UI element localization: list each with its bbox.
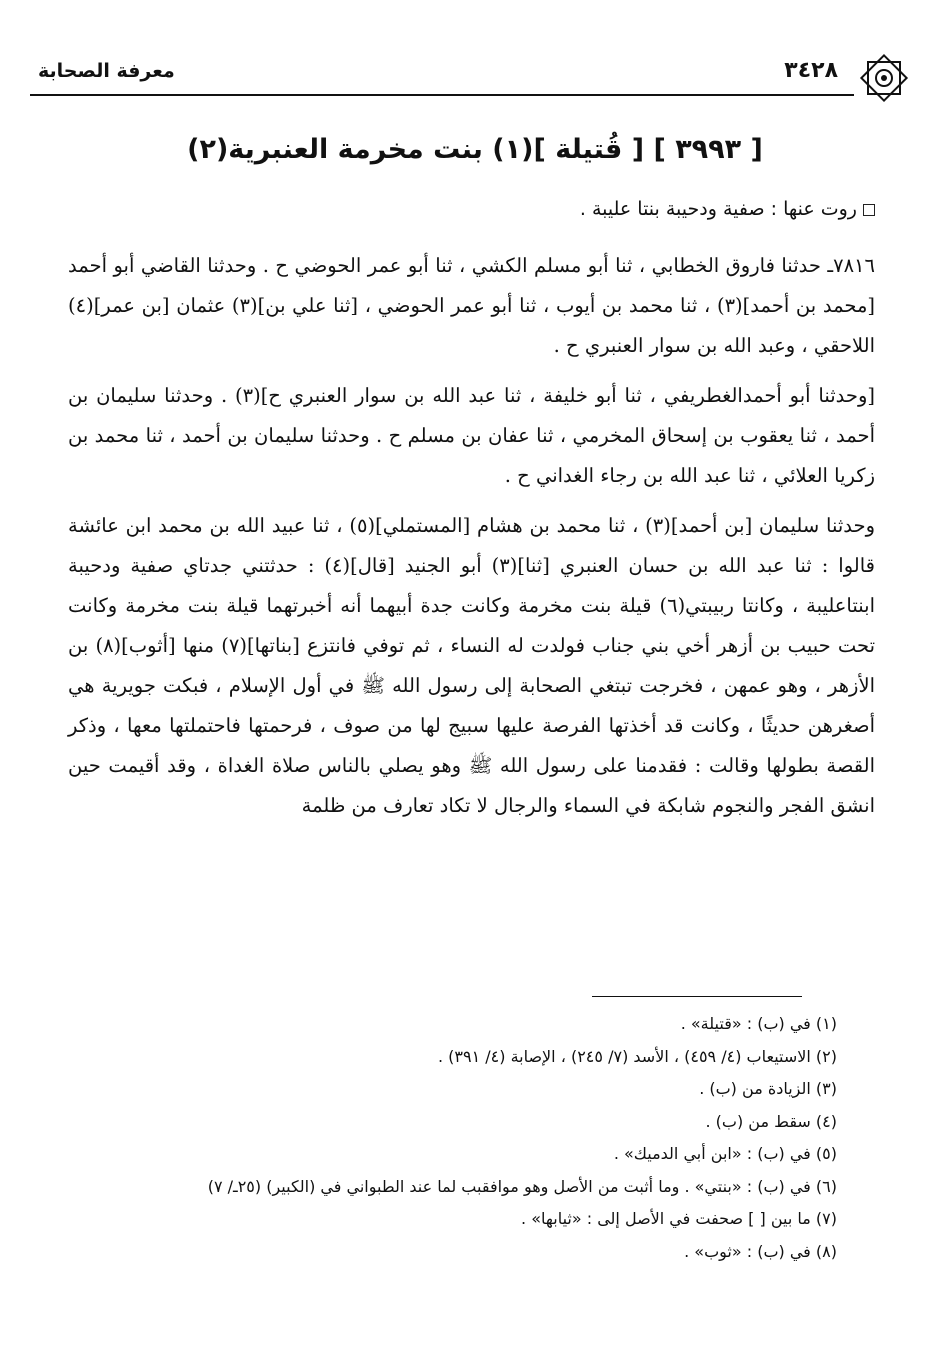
footnote: (٤) سقط من (ب) . [705,1111,837,1131]
footnotes [100,1008,837,1268]
footnote: (٣) الزيادة من (ب) . [699,1079,837,1098]
paragraph: [وحدثنا أبو أحمدالغطريفي ، ثنا أبو خليفة ، ثنا عبد الله بن سوار العنبري ح](٣) . وحدثنا سليمان بن أحمد ، ثنا يعقوب بن إسحاق المخرمي ، ثنا عفان بن مسلم ح . وحدثنا سليمان بن أحمد ، ثنا محمد بن زكريا العلائي ، ثنا عبد الله بن رجاء الغداني ح . [68,384,875,487]
footnote-separator [592,996,802,997]
footnote: (٧) ما بين [ ] صحفت في الأصل إلى : «ثيابها» . [521,1209,837,1228]
paragraph: وحدثنا سليمان [بن أحمد](٣) ، ثنا محمد بن هشام [المستملي](٥) ، ثنا عبيد الله بن محمد ابن عائشة قالوا : ثنا عبد الله بن حسان العنبري [ثنا](٣) أبو الجنيد [قال](٤) : حدثتني جدتاي صفية ودحيبة ابنتاعليبة ، وكانتا ربيبتي(٦) قيلة بنت مخرمة وكانت جدة أبيهما أنه أخبرتهما قيلة بنت مخرمة وكانت تحت حبيب بن أزهر أخي بني جناب فولدت له النساء ، ثم توفي فانتزع [بناتها](٧) منها [أثوب](٨) بن الأزهر ، وهو عمهن ، فخرجت تبتغي الصحابة إلى رسول الله ﷺ في أول الإسلام ، فبكت جويرية هي أصغرهن حديثًا ، وكانت قد أخذتها الفرصة عليها سبيج لها من صوف ، فرحمتها فاحتملتها معها ، وذكر القصة بطولها وقالت : فقدمنا على رسول الله ﷺ وهو يصلي بالناس صلاة الغداة ، وقد أقيمت حين انشق الفجر والنجوم شابكة في السماء والرجال لا تكاد تعارف من ظلمة [68,514,876,817]
body-text [68,246,875,836]
footnote: (٦) في (ب) : «بنتي» . وما أثبت من الأصل وهو موافقبب لما عند الطبواني في (الكبير) (٢٥ـ/ ٧) [207,1176,837,1196]
footnote: (٥) في (ب) : «ابن أبي الدميك» . [613,1144,837,1163]
running-title: معرفة الصحابة [38,60,175,82]
square-bullet-icon [863,204,875,216]
narrated-by-line [580,198,875,220]
page-header [30,50,920,100]
paragraph: ٧٨١٦ـ حدثنا فاروق الخطابي ، ثنا أبو مسلم الكشي ، ثنا أبو عمر الحوضي ح . وحدثنا القاضي أبو أحمد [محمد بن أحمد](٣) ، ثنا محمد بن أيوب ، ثنا أبو عمر الحوضي ، [ثنا علي بن](٣) عثمان [بن عمر](٤) اللاحقي ، وعبد الله بن سوار العنبري ح . [68,254,875,357]
footnote: (٨) في (ب) : «ثوب» . [684,1241,837,1261]
header-rule [30,94,854,96]
footnote: (١) في (ب) : «قتيلة» . [680,1014,837,1033]
entry-title: [ ٣٩٩٣ ] [ قُتيلة ](١) بنت مخرمة العنبرية(٢) [187,134,763,165]
ornament-icon [858,52,910,104]
narrated-by-text: روت عنها : صفية ودحيبة بنتا عليبة . [579,198,857,220]
page-number: ٣٤٢٨ [784,58,838,83]
footnote: (٢) الاستيعاب (٤/ ٤٥٩) ، الأسد (٧/ ٢٤٥) ، الإصابة (٤/ ٣٩١) . [437,1046,837,1066]
